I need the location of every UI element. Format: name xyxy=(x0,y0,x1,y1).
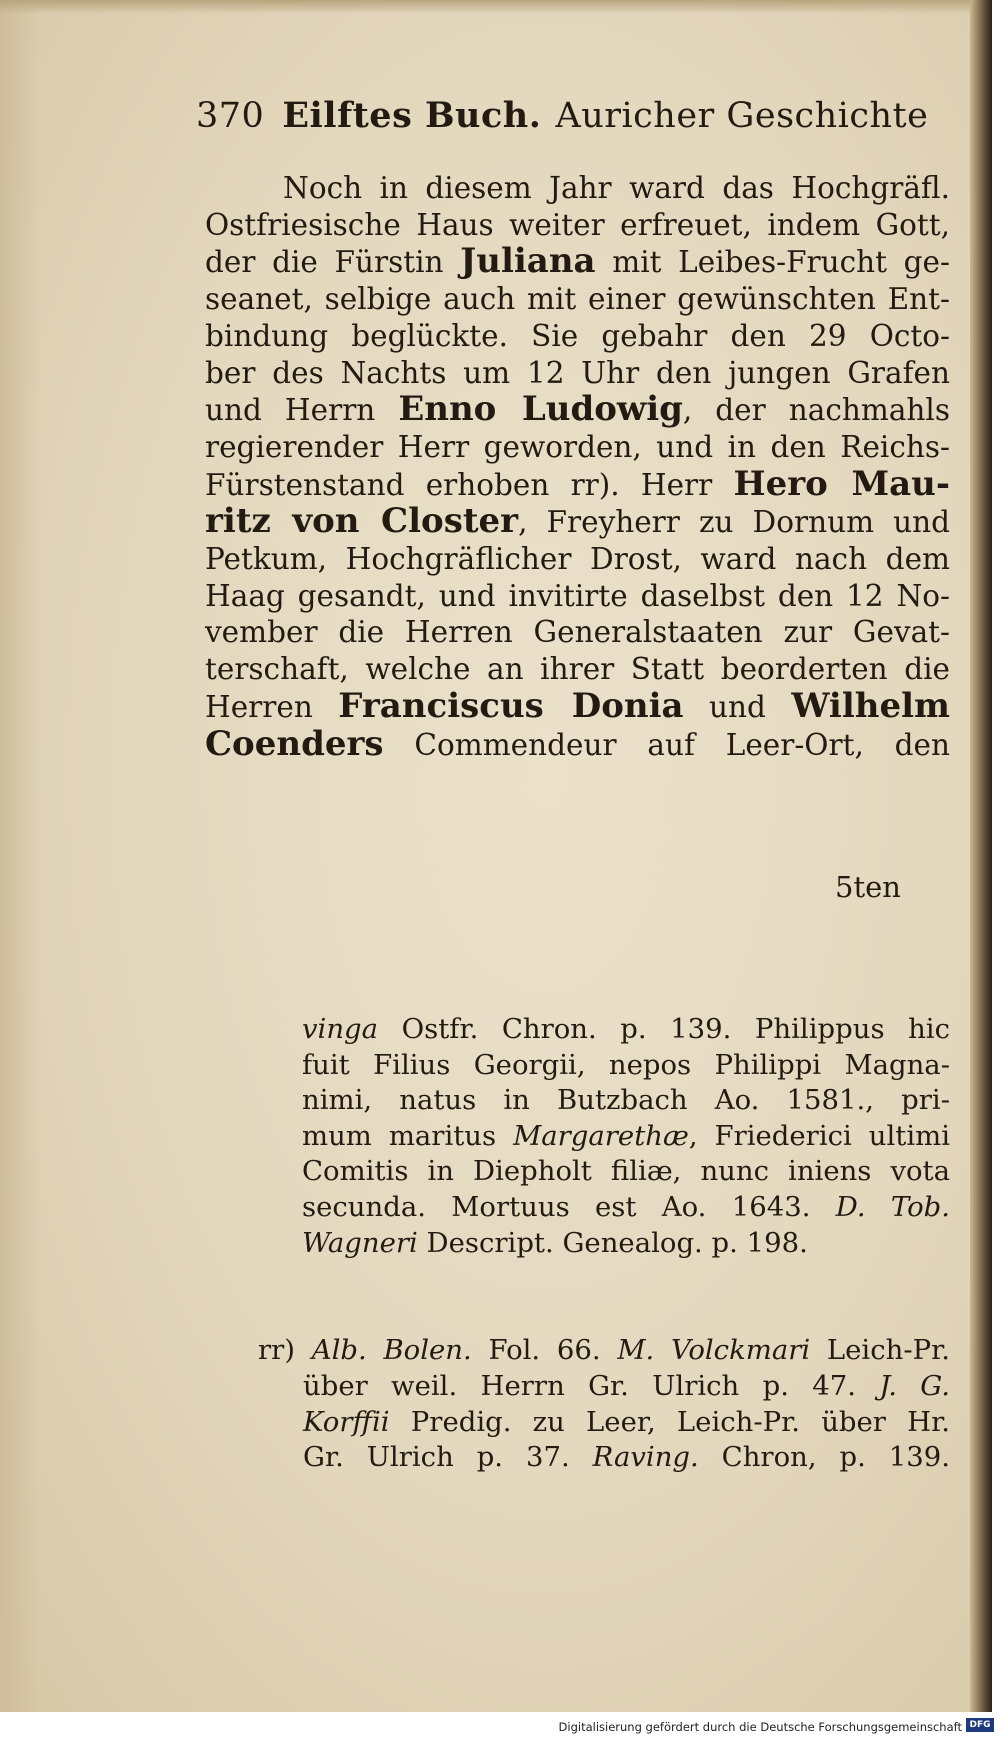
text-line xyxy=(205,685,950,726)
text-run: Commendeur auf Leer-Ort, den xyxy=(383,727,950,762)
text-run: Korffii xyxy=(303,1405,390,1438)
name-emphasis: Franciscus Donia xyxy=(338,685,684,726)
text-run: Alb. Bolen. xyxy=(311,1334,472,1366)
name-emphasis: Hero Mau- xyxy=(733,463,950,504)
text-run: Haag gesandt, und invitirte daselbst den 12 No- xyxy=(205,578,950,613)
text-run: seanet, selbige auch mit einer gewünschten Ent- xyxy=(205,282,950,317)
text-run: vember die Herren Generalstaaten zur Gevat- xyxy=(205,615,950,650)
text-line xyxy=(205,170,950,207)
text-run: mum maritus xyxy=(302,1119,514,1152)
text-run: bindung beglückte. Sie gebahr den 29 Octo- xyxy=(205,318,950,353)
text-run: , Friederici ultimi xyxy=(688,1119,951,1152)
text-run: secunda. Mortuus est Ao. 1643. xyxy=(302,1190,836,1223)
text-line xyxy=(205,318,950,355)
footnote-line xyxy=(302,1119,950,1155)
text-run: über weil. Herrn Gr. Ulrich p. 47. xyxy=(303,1369,880,1402)
running-head-book: Eilftes Buch. xyxy=(282,95,542,136)
footnote-line xyxy=(258,1333,950,1369)
page-number: 370 xyxy=(196,96,265,136)
running-head-title: Auricher Geschichte xyxy=(555,96,929,136)
text-line xyxy=(205,503,950,541)
footnote-line xyxy=(258,1405,950,1441)
dfg-logo-icon: DFG xyxy=(966,1718,994,1732)
text-run: ber des Nachts um 12 Uhr den jungen Grafen xyxy=(205,355,950,390)
text-line xyxy=(205,578,950,615)
text-run: regierender Herr geworden, und in den Reichs- xyxy=(205,429,950,464)
text-run: fuit Filius Georgii, nepos Philippi Magna- xyxy=(302,1048,950,1081)
text-run: Ostfr. Chron. p. 139. Philippus hic xyxy=(378,1013,950,1045)
text-run: D. Tob. xyxy=(835,1190,950,1223)
name-emphasis: Wilhelm xyxy=(791,685,950,726)
footnote-continuation xyxy=(302,1012,950,1261)
text-run: Noch in diesem Jahr ward das Hochgräfl. xyxy=(283,171,950,205)
text-run: Wagneri xyxy=(302,1226,418,1259)
text-run: Margarethæ xyxy=(513,1119,689,1152)
text-run: Herren xyxy=(205,689,339,724)
page-top-edge xyxy=(0,0,992,14)
text-run: Gr. Ulrich p. 37. xyxy=(303,1441,593,1474)
text-run: Fol. 66. xyxy=(471,1334,618,1366)
credit-text: Digitalisierung gefördert durch die Deutsche Forschungsgemeinschaft xyxy=(558,1720,962,1734)
running-head xyxy=(196,95,929,136)
text-line xyxy=(205,651,950,688)
text-line xyxy=(205,614,950,651)
footnote-rr xyxy=(258,1333,950,1476)
main-text xyxy=(205,170,950,763)
name-emphasis: Juliana xyxy=(460,241,596,282)
text-line xyxy=(205,429,950,466)
page-gutter-shadow xyxy=(0,0,40,1712)
footnote-line xyxy=(302,1083,950,1119)
name-emphasis: Coenders xyxy=(205,723,384,764)
text-run: Comitis in Diepholt filiæ, nunc iniens vota xyxy=(302,1155,950,1188)
text-run: Petkum, Hochgräflicher Drost, ward nach dem xyxy=(205,542,950,577)
text-line xyxy=(205,355,950,392)
text-run: und xyxy=(683,689,792,724)
name-emphasis: Enno Ludowig xyxy=(398,389,683,430)
footnote-marker: rr) xyxy=(258,1334,312,1366)
footnote-line xyxy=(302,1048,950,1084)
text-line xyxy=(205,723,950,764)
text-run: der die Fürstin xyxy=(205,245,461,280)
text-line xyxy=(205,391,950,429)
footnote-line xyxy=(302,1226,950,1262)
footnote-line xyxy=(258,1369,950,1405)
text-run: Ostfriesische Haus weiter erfreuet, indem Gott, xyxy=(205,207,950,242)
text-run: und Herrn xyxy=(205,393,399,428)
text-run: M. Volckmari xyxy=(617,1334,811,1366)
text-line xyxy=(205,281,950,318)
text-run: , der nachmahls xyxy=(682,393,951,428)
text-run: vinga xyxy=(302,1013,379,1045)
text-run: Fürstenstand erhoben rr). Herr xyxy=(205,467,734,502)
text-run: Predig. zu Leer, Leich-Pr. über Hr. xyxy=(389,1405,950,1438)
text-line xyxy=(205,207,950,244)
footnote-line xyxy=(302,1154,950,1190)
footnote-line xyxy=(258,1440,950,1476)
text-run: Descript. Genealog. p. 198. xyxy=(417,1226,808,1259)
text-run: , Freyherr zu Dornum und xyxy=(518,505,950,540)
digitization-credit xyxy=(0,1712,1000,1739)
footnote-line xyxy=(302,1012,950,1048)
catchword: 5ten xyxy=(835,870,901,904)
text-line xyxy=(205,541,950,578)
text-run: Raving. xyxy=(592,1441,699,1474)
text-run: Chron, p. 139. xyxy=(698,1441,950,1474)
text-run: Leich-Pr. xyxy=(810,1334,950,1366)
page-right-edge xyxy=(970,0,992,1712)
name-emphasis: ritz von Closter xyxy=(205,501,519,542)
text-line xyxy=(205,463,950,504)
text-run: J. G. xyxy=(879,1369,950,1402)
text-run: terschaft, welche an ihrer Statt beorderten die xyxy=(205,652,950,687)
text-run: nimi, natus in Butzbach Ao. 1581., pri- xyxy=(302,1084,950,1117)
text-line xyxy=(205,243,950,281)
text-run: mit Leibes-Frucht ge- xyxy=(595,245,950,280)
footnote-line xyxy=(302,1190,950,1226)
